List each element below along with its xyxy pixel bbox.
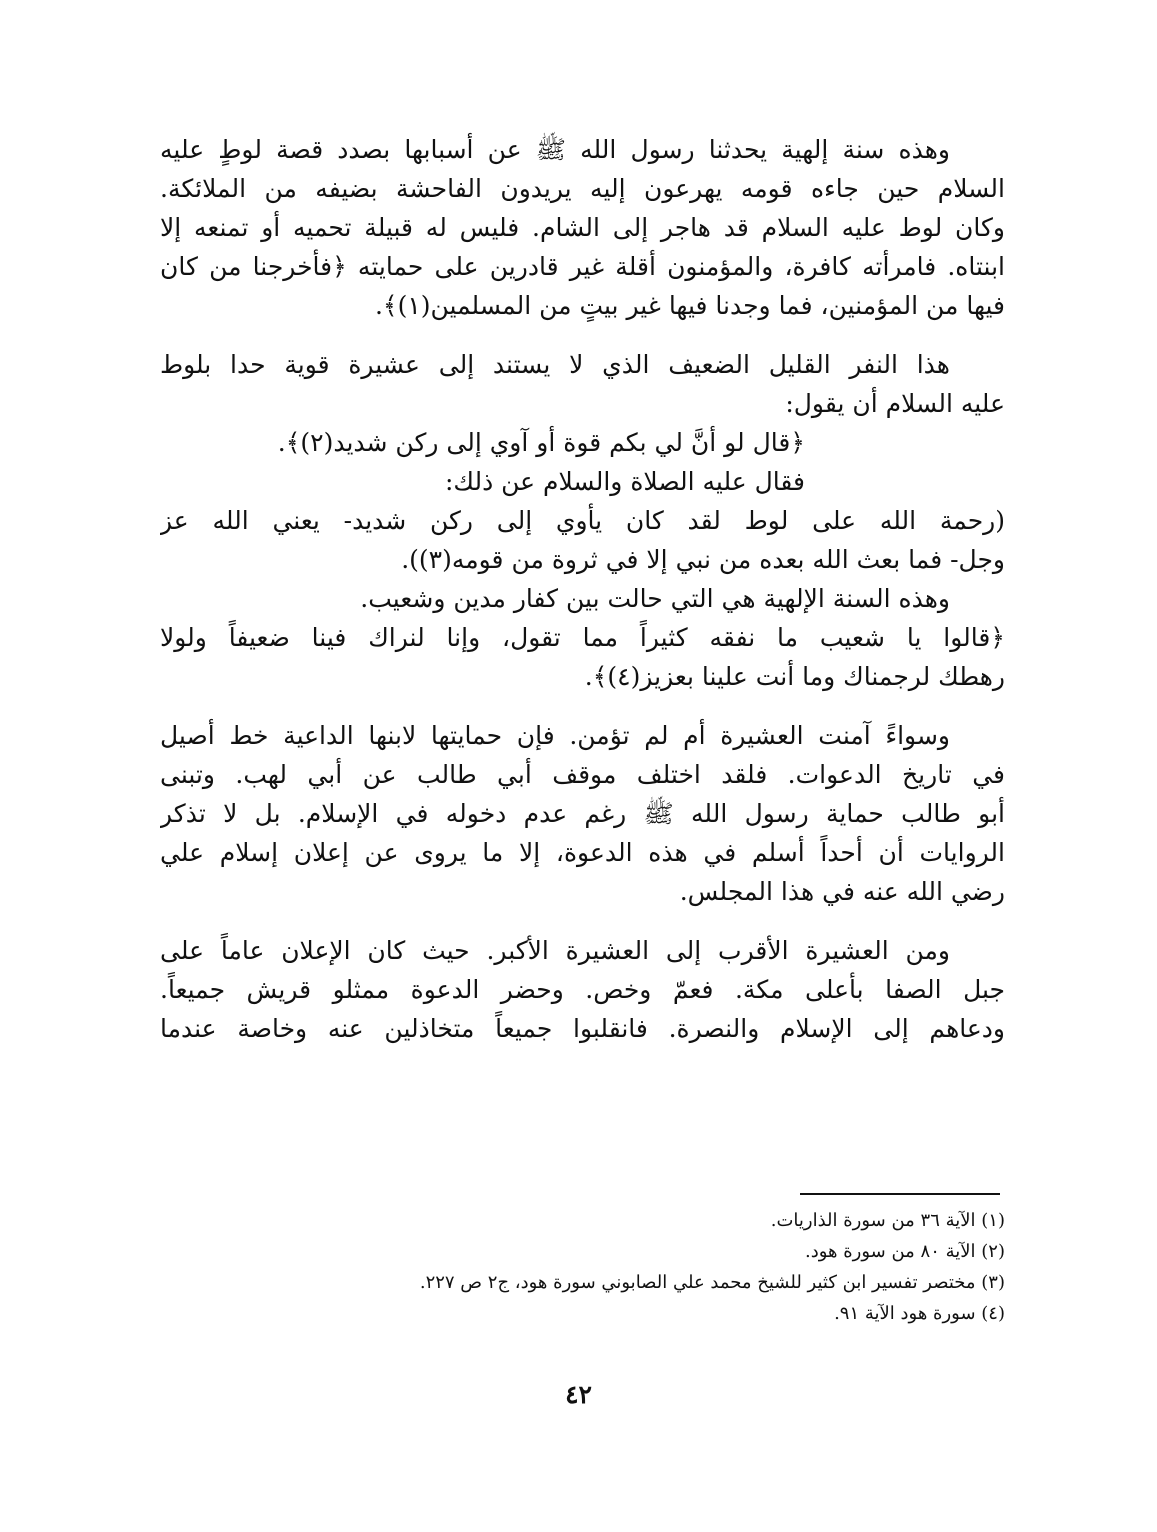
footnote-3: (٣) مختصر تفسير ابن كثير للشيخ محمد علي الصابوني سورة هود، ج٢ ص ٢٢٧.	[419, 1272, 1005, 1293]
text-line: رضي الله عنه في هذا المجلس.	[679, 877, 1005, 906]
text-line: أبو طالب حماية رسول الله ﷺ رغم عدم دخوله في الإسلام. بل لا تذكر	[160, 799, 1005, 828]
text-line: الروايات أن أحداً أسلم في هذه الدعوة، إلا ما يروى عن إعلان إسلام علي	[160, 838, 1005, 867]
text-line: هذا النفر القليل الضعيف الذي لا يستند إلى عشيرة قوية حدا بلوط	[160, 350, 950, 379]
text-line: ودعاهم إلى الإسلام والنصرة. فانقلبوا جميعاً متخاذلين عنه وخاصة عندما	[160, 1014, 1005, 1043]
footnote-divider	[800, 1193, 1000, 1195]
text-line: وسواءً آمنت العشيرة أم لم تؤمن. فإن حمايتها لابنها الداعية خط أصيل	[160, 721, 950, 750]
text-line: ابنتاه. فامرأته كافرة، والمؤمنون أقلة غير قادرين على حمايته ﴿فأخرجنا من كان	[160, 252, 1005, 281]
paragraph-lot-saying	[160, 345, 1005, 696]
footnote-4: (٤) سورة هود الآية ٩١.	[834, 1303, 1005, 1324]
text-line: وهذه سنة إلهية يحدثنا رسول الله ﷺ عن أسبابها بصدد قصة لوطٍ عليه	[160, 135, 950, 164]
text-line: فيها من المؤمنين، فما وجدنا فيها غير بيتٍ من المسلمين(١)﴾.	[374, 291, 1005, 320]
text-line: في تاريخ الدعوات. فلقد اختلف موقف أبي طالب عن أبي لهب. وتبنى	[160, 760, 1005, 789]
text-line: فقال عليه الصلاة والسلام عن ذلك:	[444, 467, 805, 496]
quran-quote-line: رهطك لرجمناك وما أنت علينا بعزيز(٤)﴾.	[584, 662, 1005, 691]
footnote-1: (١) الآية ٣٦ من سورة الذاريات.	[770, 1210, 1005, 1231]
quran-quote-line: ﴿قالوا يا شعيب ما نفقه كثيراً مما تقول، وإنا لنراك فينا ضعيفاً ولولا	[160, 623, 1005, 652]
hadith-line: وجل- فما بعث الله بعده من نبي إلا في ثروة من قومه(٣)).	[401, 545, 1005, 574]
paragraph-lot-story	[160, 130, 1005, 325]
hadith-line: (رحمة الله على لوط لقد كان يأوي إلى ركن شديد- يعني الله عز	[160, 506, 1005, 535]
paragraph-clan-protection	[160, 716, 1005, 911]
text-line: ومن العشيرة الأقرب إلى العشيرة الأكبر. حيث كان الإعلان عاماً على	[160, 936, 950, 965]
footnote-2: (٢) الآية ٨٠ من سورة هود.	[805, 1241, 1005, 1262]
text-line: وهذه السنة الإلهية هي التي حالت بين كفار مدين وشعيب.	[360, 584, 950, 613]
quran-quote-line: ﴿قال لو أنَّ لي بكم قوة أو آوي إلى ركن شديد(٢)﴾.	[277, 428, 805, 457]
text-line: عليه السلام أن يقول:	[785, 389, 1005, 418]
footnotes	[300, 1205, 1005, 1329]
page-number: ٤٢	[565, 1380, 592, 1409]
text-line: وكان لوط عليه السلام قد هاجر إلى الشام. فليس له قبيلة تحميه أو تمنعه إلا	[160, 213, 1005, 242]
page-body	[160, 130, 1005, 1056]
paragraph-larger-clan	[160, 931, 1005, 1048]
text-line: السلام حين جاءه قومه يهرعون إليه يريدون الفاحشة بضيفه من الملائكة.	[160, 174, 1005, 203]
text-line: جبل الصفا بأعلى مكة. فعمّ وخص. وحضر الدعوة ممثلو قريش جميعاً.	[160, 975, 1005, 1004]
